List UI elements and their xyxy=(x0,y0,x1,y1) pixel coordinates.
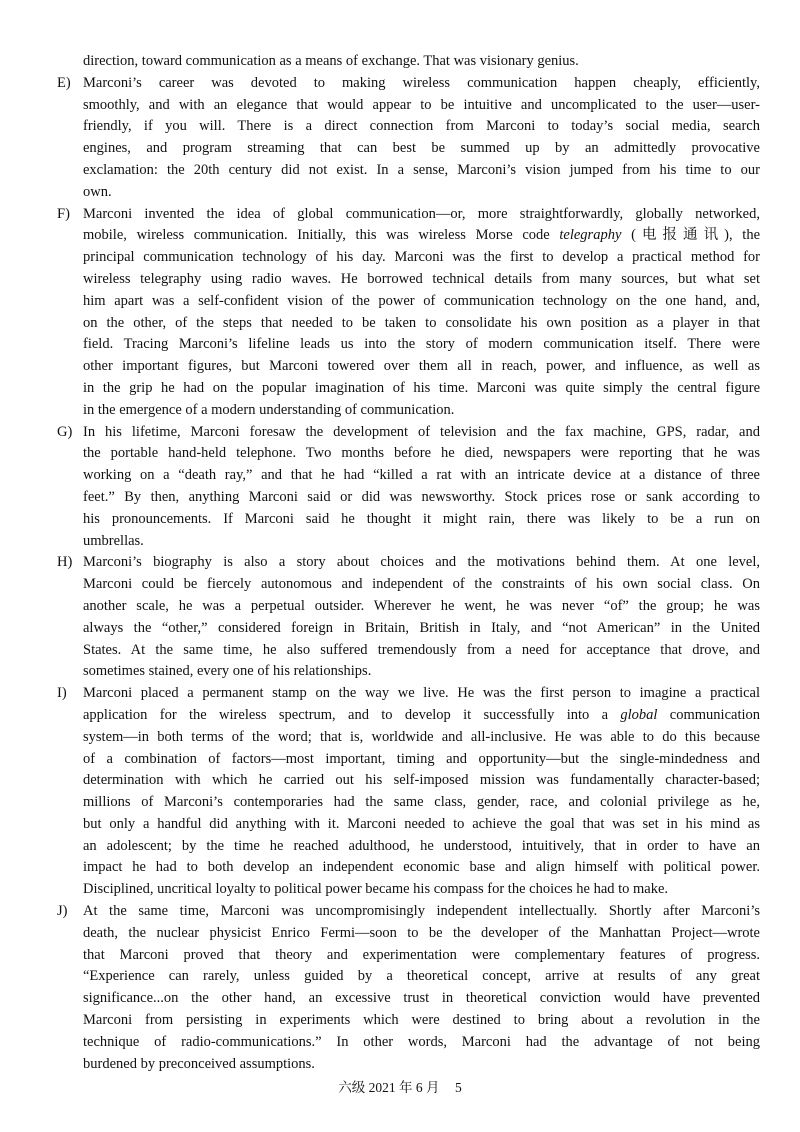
paragraph xyxy=(0,422,800,553)
paragraph-label: G) xyxy=(57,423,73,440)
text-line: an adolescent; by the time he reached adulthood, he understood, intuitively, that in order to have an xyxy=(83,837,760,854)
footer-exam-label: 六级 2021 年 6 月 xyxy=(338,1080,440,1095)
text-line: him apart was a self-confident vision of the power of communication technology on the one hand, and, xyxy=(83,292,760,309)
text-line: burdened by preconceived assumptions. xyxy=(83,1055,315,1072)
paragraph xyxy=(0,73,800,204)
paragraph xyxy=(0,204,800,422)
paragraph-label: I) xyxy=(57,685,67,702)
paragraph xyxy=(0,901,800,1075)
text-line: sometimes stained, every one of his relationships. xyxy=(83,663,372,680)
italic-term: global xyxy=(620,706,658,723)
text-line: “Experience can rarely, unless guided by a theoretical concept, arrive at results of any great xyxy=(83,968,760,985)
text-line: In his lifetime, Marconi foresaw the development of television and the fax machine, GPS, radar, and xyxy=(83,423,760,440)
text-line: other important figures, but Marconi towered over them all in reach, power, and influence, as well as xyxy=(83,358,760,375)
text-line: in the emergence of a modern understanding of communication. xyxy=(83,401,455,418)
text-line xyxy=(83,225,760,247)
paragraph-label: E) xyxy=(57,74,71,91)
text-line: smoothly, and with an elegance that would appear to be intuitive and uncomplicated to the user—user- xyxy=(83,96,760,113)
text-line: direction, toward communication as a means of exchange. That was visionary genius. xyxy=(83,53,579,69)
text-line: feet.” By then, anything Marconi said or did was newsworthy. Stock prices rose or sank according to xyxy=(83,488,760,505)
text-line: Marconi invented the idea of global communication—or, more straightforwardly, globally networked, xyxy=(83,205,760,222)
text-line: in the grip he had on the popular imagination of his time. Marconi was quite simply the central figure xyxy=(83,379,760,396)
text-line xyxy=(83,705,760,727)
text-line: but only a handful did anything with it. Marconi needed to achieve the goal that was set in his mind as xyxy=(83,815,760,832)
text-line: system—in both terms of the word; that is, worldwide and all-inclusive. He was able to do this because xyxy=(83,728,760,745)
text-line: another scale, he was a perpetual outsider. Wherever he went, he was never “of” the group; he was xyxy=(83,597,760,614)
text-segment: application for the wireless spectrum, and to develop it successfully into a xyxy=(83,706,621,723)
text-segment: mobile, wireless communication. Initially, this was wireless Morse code xyxy=(83,227,560,244)
paragraph-label: F) xyxy=(57,205,70,222)
paragraph xyxy=(0,683,800,901)
text-line: significance...on the other hand, an excessive trust in theoretical conviction would have prevented xyxy=(83,990,760,1007)
text-segment: communication xyxy=(657,706,761,723)
page-footer xyxy=(0,1078,800,1098)
text-line: Marconi placed a permanent stamp on the way we live. He was the first person to imagine a practical xyxy=(83,685,760,702)
text-line: death, the nuclear physicist Enrico Fermi—soon to be the developer of the Manhattan Project—wrote xyxy=(83,924,760,941)
text-line: impact he had to both develop an independent economic base and align himself with political power. xyxy=(83,859,760,876)
text-line: At the same time, Marconi was uncompromisingly independent intellectually. Shortly after Marconi’s xyxy=(83,903,760,920)
document-body xyxy=(0,51,800,1075)
text-line: his pronouncements. If Marconi said he thought it might rain, there was likely to be a run on xyxy=(83,510,760,527)
text-line: Disciplined, uncritical loyalty to political power became his compass for the choices he had to make. xyxy=(83,881,669,898)
italic-term: telegraphy xyxy=(559,227,622,244)
text-line: Marconi’s biography is also a story about choices and the motivations behind them. At one level, xyxy=(83,554,760,571)
text-line: Marconi could be fiercely autonomous and independent of the constraints of his own social class. On xyxy=(83,576,760,593)
text-line: working on a “death ray,” and that he had “killed a rat with an intricate device at a distance of three xyxy=(83,467,760,484)
text-line: on the other, of the steps that needed to be taken to consolidate his own position as a player in that xyxy=(83,314,760,331)
text-line: States. At the same time, he also suffered tremendously from a need for acceptance that drove, and xyxy=(83,641,760,658)
paragraph xyxy=(0,51,800,73)
text-line: determination with which he carried out his self-imposed mission was fundamentally character-based; xyxy=(83,772,760,789)
text-line: engines, and program streaming that can best be summed up by an admittedly provocative xyxy=(83,140,760,157)
footer-page-number: 5 xyxy=(454,1080,462,1095)
text-line: the portable hand-held telephone. Two months before he died, newspapers were reporting that he was xyxy=(83,445,760,462)
text-line: friendly, if you will. There is a direct connection from Marconi to today’s social media, search xyxy=(83,118,760,135)
paragraph-label: H) xyxy=(57,554,73,571)
text-line: of a combination of factors—most important, timing and opportunity—but the single-mindedness and xyxy=(83,750,760,767)
text-line: always the “other,” considered foreign in Britain, British in Italy, and “not American” in the United xyxy=(83,619,760,636)
text-line: principal communication technology of his day. Marconi was the first to develop a practical method for xyxy=(83,249,760,266)
text-line: Marconi’s career was devoted to making wireless communication happen cheaply, efficiently, xyxy=(83,74,760,91)
text-line: own. xyxy=(83,183,112,200)
paragraph-label: J) xyxy=(57,903,68,920)
text-line: that Marconi proved that theory and experimentation were complementary features of progress. xyxy=(83,946,760,963)
text-line: umbrellas. xyxy=(83,532,144,549)
text-line: field. Tracing Marconi’s lifeline leads us into the story of modern communication itself. There were xyxy=(83,336,760,353)
text-line: technique of radio-communications.” In other words, Marconi had the advantage of not being xyxy=(83,1033,760,1050)
text-line: wireless telegraphy using radio waves. He borrowed technical details from many sources, but what set xyxy=(83,270,760,287)
text-line: millions of Marconi’s contemporaries had the same class, gender, race, and colonial privilege as he, xyxy=(83,794,760,811)
text-line: exclamation: the 20th century did not exist. In a sense, Marconi’s vision jumped from his time to our xyxy=(83,161,760,178)
text-line: Marconi from persisting in experiments which were destined to bring about a revolution in the xyxy=(83,1012,760,1029)
text-segment: (电报通讯), the xyxy=(621,227,761,244)
paragraph xyxy=(0,552,800,683)
